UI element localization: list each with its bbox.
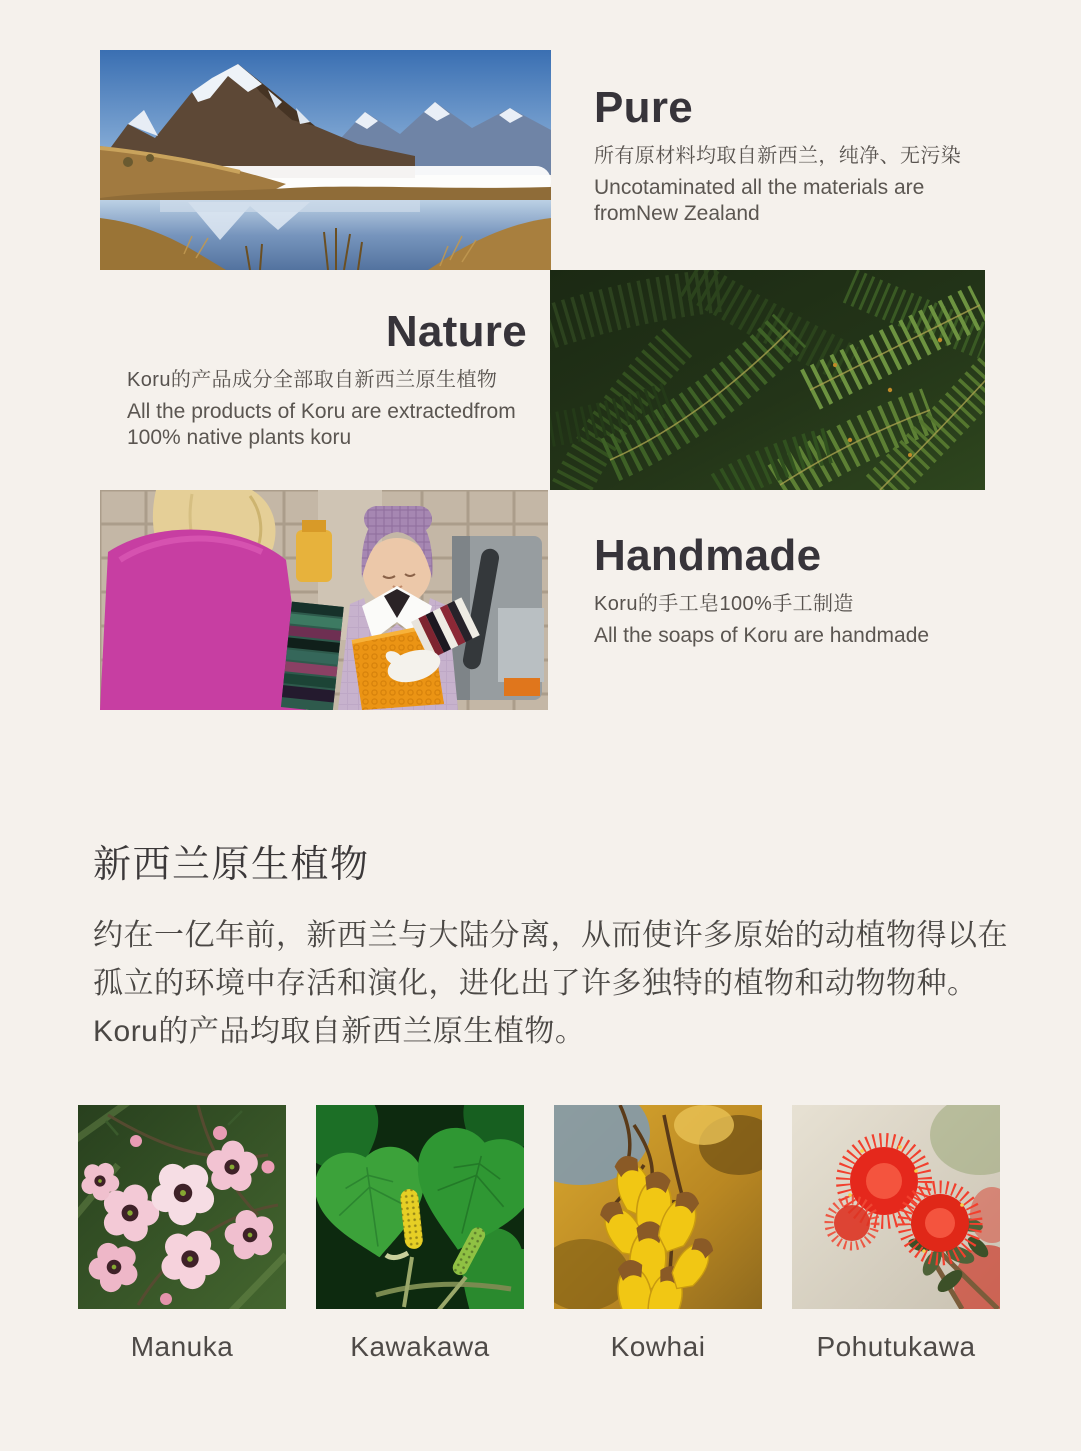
kowhai-yellow-flowers-image: [554, 1105, 762, 1309]
pohutukawa-red-flowers-image: [792, 1105, 1000, 1309]
plant-label-kowhai: Kowhai: [610, 1331, 706, 1362]
fern-leaves-image: [550, 270, 985, 490]
nature-subtitle-zh: Koru的产品成分全部取自新西兰原生植物: [127, 369, 498, 391]
manuka-pink-flowers-image: [78, 1105, 286, 1309]
native-plants-paragraph: 约在一亿年前，新西兰与大陆分离，从而使许多原始的动植物得以在孤立的环境中存活和演化，进化出了许多独特的植物和动物物种。Koru的产品均取自新西兰原生植物。: [93, 919, 1008, 1048]
handmade-title: Handmade: [594, 531, 822, 580]
plant-card-manuka: [78, 1105, 286, 1363]
nature-title: Nature: [385, 307, 527, 356]
plant-label-kawakawa: Kawakawa: [350, 1331, 490, 1362]
mountain-lake-image: [100, 50, 551, 270]
handmade-subtitle-en: All the soaps of Koru are handmade: [594, 624, 930, 647]
plant-label-manuka: Manuka: [130, 1331, 234, 1362]
soap-making-workshop-image: [100, 490, 548, 710]
plant-card-kawakawa: [316, 1105, 524, 1363]
handmade-subtitle-zh: Koru的手工皂100%手工制造: [594, 593, 854, 615]
pure-title: Pure: [594, 83, 694, 132]
nature-subtitle-en: All the products of Koru are extractedfrom 100% native plants koru: [127, 400, 516, 449]
plant-label-pohutukawa: Pohutukawa: [816, 1331, 976, 1362]
kawakawa-leaves-image: [316, 1105, 524, 1309]
pure-subtitle-zh: 所有原材料均取自新西兰，纯净、无污染: [594, 145, 962, 167]
plant-card-pohutukawa: [792, 1105, 1000, 1363]
native-plants-gallery: [78, 1105, 1000, 1363]
pure-subtitle-en: Uncotaminated all the materials are fromNew Zealand: [594, 176, 925, 225]
native-plants-heading: 新西兰原生植物: [93, 844, 370, 886]
plant-card-kowhai: [554, 1105, 762, 1363]
